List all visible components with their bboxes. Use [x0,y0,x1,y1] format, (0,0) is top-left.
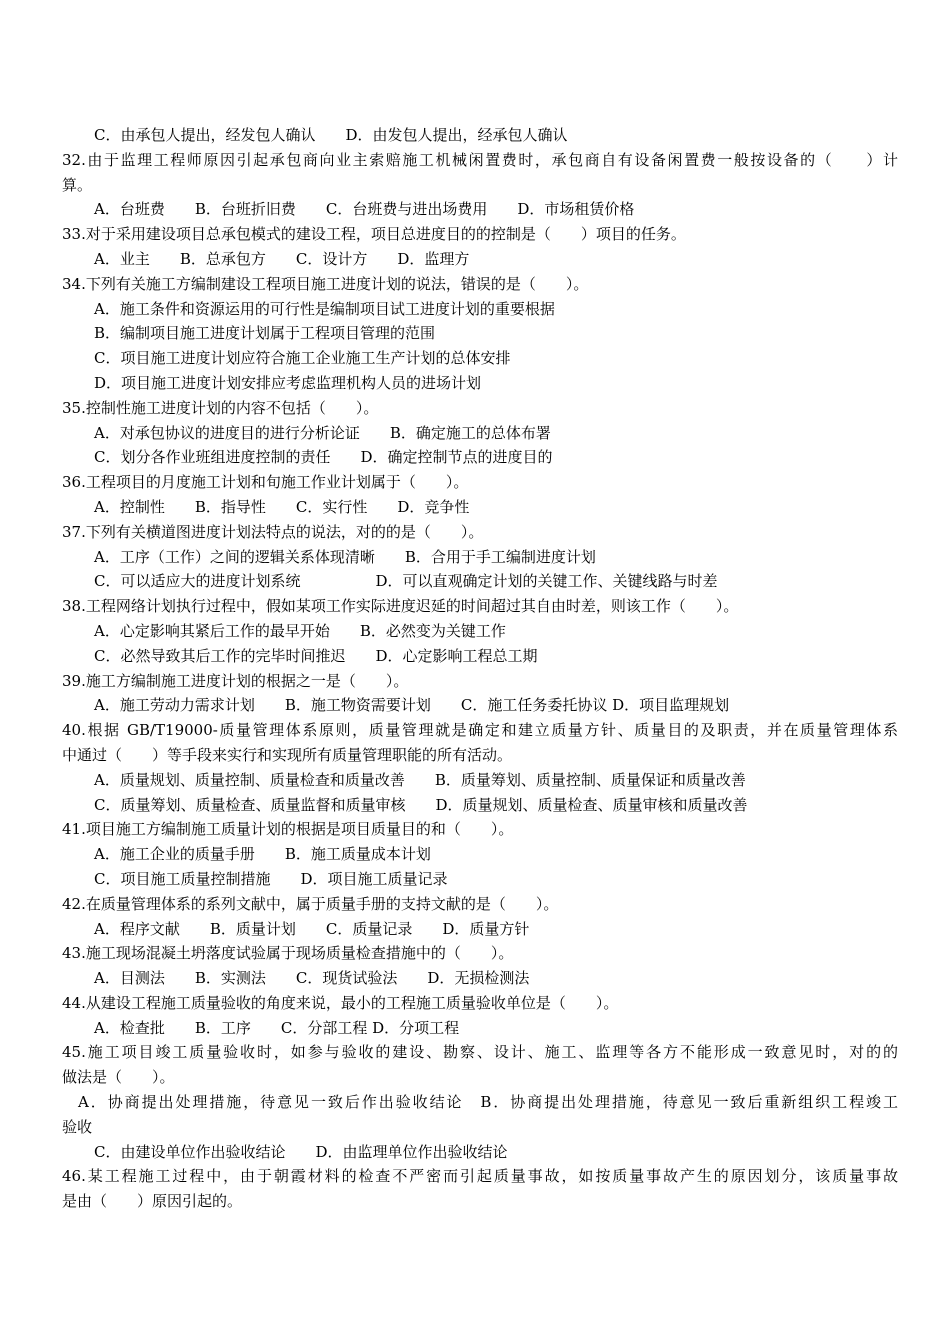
text-line: A．施工条件和资源运用的可行性是编制项目试工进度计划的重要根据 [94,299,555,318]
text-line: 38.工程网络计划执行过程中，假如某项工作实际进度迟延的时间超过其自由时差，则该工作（ ）。 [62,597,739,616]
text-line: C．项目施工进度计划应符合施工企业施工生产计划的总体安排 [94,349,511,368]
text-line: 40.根据 GB/T19000-质量管理体系原则，质量管理就是确定和建立质量方针、质量目的及职责，并在质量管理体系 [62,721,898,740]
text-line: 36.工程项目的月度施工计划和旬施工作业计划属于（ ）。 [62,473,469,492]
text-line: C．划分各作业班组进度控制的责任 D．确定控制节点的进度目的 [94,448,553,467]
text-line: A．施工企业的质量手册 B．施工质量成本计划 [94,845,431,864]
text-line: C．质量筹划、质量检查、质量监督和质量审核 D．质量规划、质量检查、质量审核和质量改善 [94,795,748,814]
text-line: 33.对于采用建设项目总承包模式的建设工程，项目总进度目的的控制是（ ）项目的任务。 [62,225,686,244]
text-line: C．由承包人提出，经发包人确认 D．由发包人提出，经承包人确认 [94,126,568,144]
text-line: A．业主 B．总承包方 C．设计方 D．监理方 [94,249,470,268]
text-line: 42.在质量管理体系的系列文献中，属于质量手册的支持文献的是（ ）。 [62,894,559,913]
text-line: A．目测法 B．实测法 C．现货试验法 D．无损检测法 [94,969,530,988]
text-line: B．编制项目施工进度计划属于工程项目管理的范围 [94,324,436,343]
text-line: A．台班费 B．台班折旧费 C．台班费与进出场费用 D．市场租赁价格 [94,200,635,219]
text-line: D．项目施工进度计划安排应考虑监理机构人员的进场计划 [94,373,482,392]
text-line: 45.施工项目竣工质量验收时，如参与验收的建设、勘察、设计、施工、监理等各方不能形成一致意见时，对的的 [62,1043,898,1062]
text-line: C．项目施工质量控制措施 D．项目施工质量记录 [94,869,448,888]
text-line: 验收 [62,1117,93,1136]
text-line: 39.施工方编制施工进度计划的根据之一是（ ）。 [62,671,409,690]
text-line: 算。 [62,175,93,194]
text-line: 中通过（ ）等手段来实行和实现所有质量管理职能的所有活动。 [62,745,513,764]
text-line: A．协商提出处理措施，待意见一致后作出验收结论 B．协商提出处理措施，待意见一致后重新组织工程竣工 [78,1093,898,1112]
text-line: 46.某工程施工过程中，由于朝霞材料的检查不严密而引起质量事故，如按质量事故产生的原因划分，该质量事故 [62,1167,898,1186]
text-line: 做法是（ ）。 [62,1068,175,1087]
text-line: A．程序文献 B．质量计划 C．质量记录 D．质量方针 [94,919,530,938]
text-line: A．控制性 B．指导性 C．实行性 D．竞争性 [94,497,470,516]
text-line: 43.施工现场混凝土坍落度试验属于现场质量检查措施中的（ ）。 [62,944,514,963]
text-line: A．工序（工作）之间的逻辑关系体现清晰 B．合用于手工编制进度计划 [94,547,596,566]
question-list [62,123,898,1214]
text-line: 是由（ ）原因引起的。 [62,1192,243,1211]
text-line: A．心定影响其紧后工作的最早开始 B．必然变为关键工作 [94,621,506,640]
text-line: 44.从建设工程施工质量验收的角度来说，最小的工程施工质量验收单位是（ ）。 [62,993,619,1012]
text-line: C．由建设单位作出验收结论 D．由监理单位作出验收结论 [94,1142,508,1161]
text-line: C．必然导致其后工作的完毕时间推迟 D．心定影响工程总工期 [94,646,538,665]
text-line: A．质量规划、质量控制、质量检查和质量改善 B．质量筹划、质量控制、质量保证和质量改善 [94,770,746,789]
text-line: 34.下列有关施工方编制建设工程项目施工进度计划的说法，错误的是（ ）。 [62,274,589,293]
text-line: 32.由于监理工程师原因引起承包商向业主索赔施工机械闲置费时，承包商自有设备闲置费一般按设备的（ ）计 [62,150,898,169]
text-line: A．施工劳动力需求计划 B．施工物资需要计划 C．施工任务委托协议 D．项目监理规划 [94,696,730,715]
text-line: 35.控制性施工进度计划的内容不包括（ ）。 [62,398,379,417]
text-line: C．可以适应大的进度计划系统 D．可以直观确定计划的关键工作、关键线路与时差 [94,572,718,591]
text-line: A．检查批 B．工序 C．分部工程 D．分项工程 [94,1018,460,1037]
text-line: 37.下列有关横道图进度计划法特点的说法，对的的是（ ）。 [62,522,484,541]
text-line: A．对承包协议的进度目的进行分析论证 B．确定施工的总体布署 [94,423,551,442]
text-line: 41.项目施工方编制施工质量计划的根据是项目质量目的和（ ）。 [62,820,514,839]
